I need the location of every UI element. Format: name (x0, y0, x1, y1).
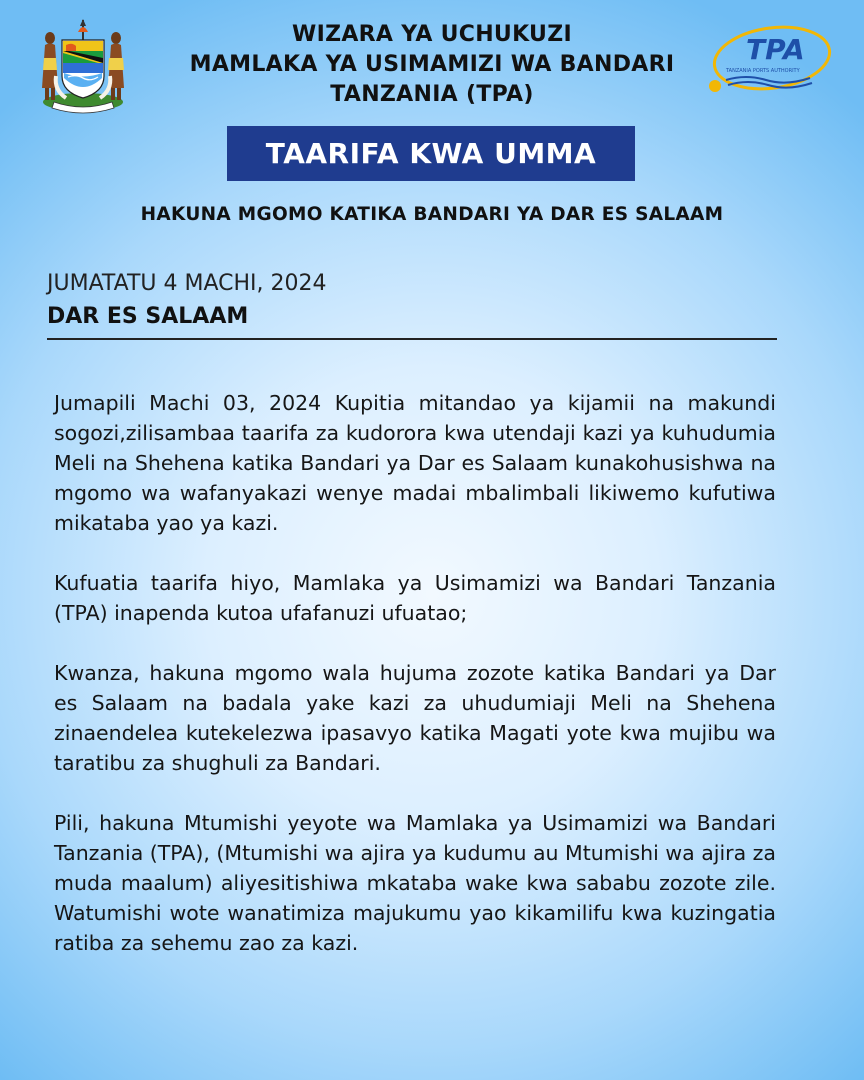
divider (47, 338, 777, 340)
headline: HAKUNA MGOMO KATIKA BANDARI YA DAR ES SALAAM (140, 204, 724, 225)
header-line-1: WIZARA YA UCHUKUZI (292, 22, 572, 47)
tpa-logo-subtext: TANZANIA PORTS AUTHORITY (726, 68, 800, 74)
paragraph-4: Pili, hakuna Mtumishi yeyote wa Mamlaka ya Usimamizi wa Bandari Tanzania (TPA), (Mtumishi wa ajira ya kudumu au Mtumishi wa ajira za muda maalum) aliyesitishiwa mkataba wake kwa sababu zozote zile. Watumishi wote wanatimiza majukumu yao kikamilifu kwa kuzingatia ratiba za sehemu zao za kazi. (54, 811, 776, 955)
place-text: DAR ES SALAAM (47, 304, 249, 329)
tanzania-coat-of-arms-icon (36, 18, 130, 116)
paragraph-3: Kwanza, hakuna mgomo wala hujuma zozote katika Bandari ya Dar es Salaam na badala yake kazi za uhudumiaji Meli na Shehena zinaendelea kutekelezwa ipasavyo katika Magati yote kwa mujibu wa taratibu za shughuli za Bandari. (54, 661, 776, 775)
header-title (140, 20, 724, 110)
date-text: JUMATATU 4 MACHI, 2024 (47, 271, 327, 296)
tpa-logo-icon (706, 22, 834, 100)
announcement-banner (227, 126, 635, 181)
header-line-3: TANZANIA (TPA) (330, 82, 534, 107)
statement-body (54, 388, 776, 988)
paragraph-1: Jumapili Machi 03, 2024 Kupitia mitandao ya kijamii na makundi sogozi,zilisambaa taarifa za kudorora kwa utendaji kazi ya kuhudumia Meli na Shehena katika Bandari ya Dar es Salaam kunakohusishwa na mgomo wa wafanyakazi wenye madai mbalimbali likiwemo kufutiwa mikataba yao ya kazi. (54, 391, 776, 535)
header-line-2: MAMLAKA YA USIMAMIZI WA BANDARI (189, 52, 675, 77)
paragraph-2: Kufuatia taarifa hiyo, Mamlaka ya Usimamizi wa Bandari Tanzania (TPA) inapenda kutoa ufafanuzi ufuatao; (54, 571, 776, 625)
banner-label: TAARIFA KWA UMMA (265, 137, 597, 170)
tpa-logo-text: TPA (746, 33, 805, 66)
